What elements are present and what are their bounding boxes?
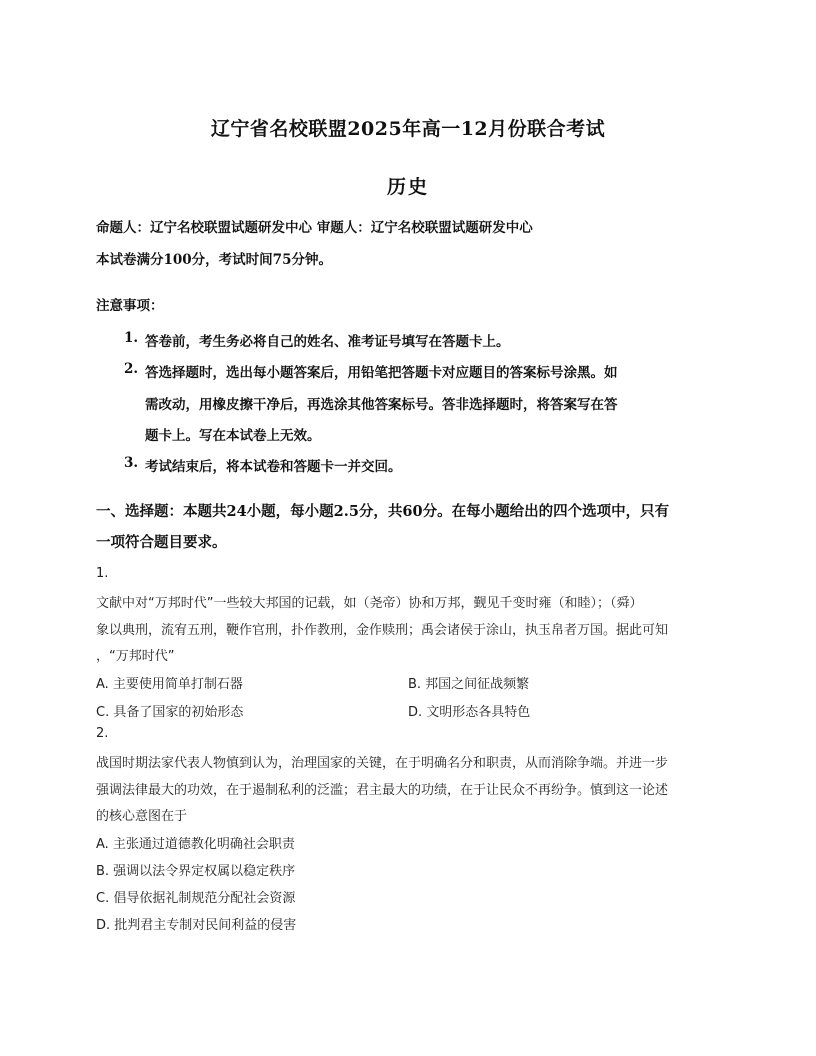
notice-item-text: 题卡上。写在本试卷上无效。 — [145, 428, 321, 444]
notice-item-number: 1. — [124, 330, 139, 346]
question-stem-line: 文献中对“万邦时代”一些较大邦国的记载，如（尧帝）协和万邦，觐见千变时雍（和睦）；（舜） — [96, 596, 643, 611]
question-stem-line: 象以典刑，流宥五刑，鞭作官刑，扑作教刑，金作赎刑；禹会诸侯于涂山，执玉帛者万国。据此可知 — [96, 623, 669, 638]
question-stem-line: 的核心意图在于 — [96, 809, 188, 824]
section-heading-continuation: 一项符合题目要求。 — [96, 534, 227, 551]
question-stem-line: 强调法律最大的功效，在于遏制私利的泛滥；君主最大的功绩，在于让民众不再纷争。慎到这一论述 — [96, 783, 669, 798]
option-b: B. 邦国之间征战频繁 — [408, 677, 530, 692]
option-a: A. 主张通过道德教化明确社会职责 — [96, 837, 295, 852]
notice-item-number: 3. — [124, 455, 139, 471]
notice-heading: 注意事项： — [96, 298, 164, 314]
question-number: 2. — [96, 726, 109, 741]
question-stem-line: ，“万邦时代” — [96, 649, 175, 664]
authors-line: 命题人：辽宁名校联盟试题研发中心 审题人：辽宁名校联盟试题研发中心 — [96, 220, 533, 236]
option-c: C. 倡导依据礼制规范分配社会资源 — [96, 891, 296, 906]
exam-title: 辽宁省名校联盟2025年高一12月份联合考试 — [210, 118, 606, 140]
section-heading: 一、选择题：本题共24小题，每小题2.5分，共60分。在每小题给出的四个选项中，只有 — [96, 503, 670, 520]
option-d: D. 批判君主专制对民间利益的侵害 — [96, 918, 297, 933]
notice-item-text: 考试结束后，将本试卷和答题卡一并交回。 — [145, 459, 402, 475]
option-c: C. 具备了国家的初始形态 — [96, 705, 244, 720]
notice-item-number: 2. — [124, 361, 139, 377]
subject-title: 历史 — [386, 176, 429, 198]
notice-item-text: 答选择题时，选出每小题答案后，用铅笔把答题卡对应题目的答案标号涂黑。如 — [145, 365, 618, 381]
option-d: D. 文明形态各具特色 — [408, 705, 531, 720]
option-b: B. 强调以法令界定权属以稳定秩序 — [96, 864, 296, 879]
notice-item-text: 答卷前，考生务必将自己的姓名、准考证号填写在答题卡上。 — [145, 334, 510, 350]
question-number: 1. — [96, 566, 109, 581]
question-stem-line: 战国时期法家代表人物慎到认为，治理国家的关键，在于明确名分和职责，从而消除争端。并进一步 — [96, 756, 669, 771]
exam-info: 本试卷满分100分，考试时间75分钟。 — [96, 252, 332, 268]
notice-item-text: 需改动，用橡皮擦干净后，再选涂其他答案标号。答非选择题时，将答案写在答 — [145, 397, 618, 413]
option-a: A. 主要使用简单打制石器 — [96, 677, 243, 692]
